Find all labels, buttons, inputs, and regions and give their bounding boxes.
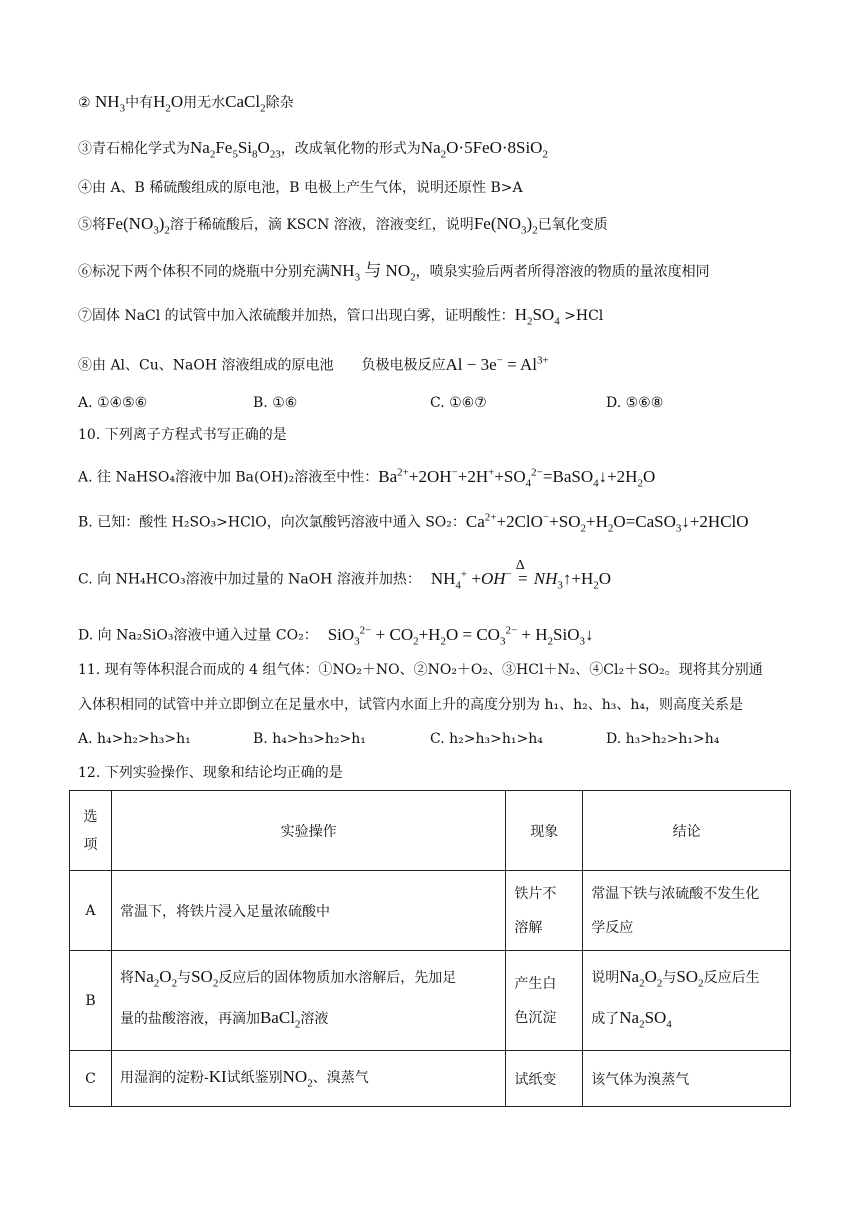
q12-stem: 12. 下列实验操作、现象和结论均正确的是 <box>78 765 343 781</box>
formula-h2so4-hcl: $H_2SO_4$ <box>514 305 560 328</box>
q11-line-1: 11. 现有等体积混合而成的 4 组气体：①NO₂＋NO、②NO₂＋O₂、③HCl＋N₂、④Cl₂＋SO₂。现将其分别通 <box>78 662 763 678</box>
row-conclusion: 说明$Na_2O_2$与$SO_2$反应后生 成了$Na_2SO_4$ <box>583 951 791 1051</box>
formula-feno32: $Fe(NO_3)_2$ <box>106 214 170 237</box>
q10-stem: 10. 下列离子方程式书写正确的是 <box>78 427 287 443</box>
q9-option-b[interactable]: B. ①⑥ <box>253 395 298 411</box>
row-option: B <box>70 951 112 1051</box>
row-option: C <box>70 1051 112 1107</box>
table-header-row <box>70 791 791 871</box>
item-5: ⑤将$Fe(NO_3)_2$溶于稀硫酸后，滴 KSCN 溶液，溶液变红，说明$Fe(NO_3)_2$已氧化变质 <box>78 214 608 237</box>
header-phenomenon: 现象 <box>506 791 583 871</box>
formula-nh3-no2: $NH_3$ 与 $NO_2$ <box>330 261 416 284</box>
formula-so2-2: $SO_2$ <box>676 967 704 990</box>
q11-option-a[interactable]: A. h₄>h₂>h₃>h₁ <box>78 731 191 747</box>
row-operation: 常温下，将铁片浸入足量浓硫酸中 <box>111 871 505 951</box>
q9-option-a[interactable]: A. ①④⑤⑥ <box>78 395 148 411</box>
header-conclusion: 结论 <box>583 791 791 871</box>
equation-a: $Ba^{2+}+2OH^-+2H^++SO_4^{2-}=BaSO_4↓+2H_2O$ <box>378 466 656 490</box>
item-8: ⑧由 Al、Cu、NaOH 溶液组成的原电池 负极电极反应$Al - 3e^- = Al^{3+}$ <box>78 354 549 374</box>
q10-option-c[interactable]: C. 向 NH₄HCO₃溶液中加过量的 NaOH 溶液并加热： $NH_4^+ +OH^-$ Δ = $NH_3↑+H_2O$ <box>78 557 612 592</box>
q10-option-a[interactable]: A. 往 NaHSO₄溶液中加 Ba(OH)₂溶液至中性：$Ba^{2+}+2OH^-+2H^++SO_4^{2-}=BaSO_4↓+2H_2O$ <box>78 466 656 490</box>
formula-asbestos: $Na_2Fe_5Si_8O_{23}$ <box>190 138 281 161</box>
item-2: ② $NH_3$中有$H_2O$用无水CaCl$_2$除杂 <box>78 92 294 115</box>
formula-na2so4: $Na_2SO_4$ <box>619 1007 672 1030</box>
equation-c: $NH_4^+ +OH^-$ Δ = $NH_3↑+H_2O$ <box>430 557 612 592</box>
formula-na2o2-2: $Na_2O_2$ <box>619 967 663 990</box>
formula-cacl2: CaCl$_2$ <box>225 92 266 115</box>
row-phenomenon: 产生白 色沉淀 <box>506 951 583 1051</box>
item-6: ⑥标况下两个体积不同的烧瓶中分别充满$NH_3$ 与 $NO_2$，喷泉实验后两者所得溶液的物质的量浓度相同 <box>78 261 710 284</box>
q11-option-b[interactable]: B. h₄>h₃>h₂>h₁ <box>253 731 366 747</box>
formula-oxide-form: $Na_2O\cdot 5FeO\cdot 8SiO_2$ <box>420 138 548 161</box>
item-4: ④由 A、B 稀硫酸组成的原电池，B 电极上产生气体，说明还原性 B>A <box>78 180 523 196</box>
formula-na2o2: $Na_2O_2$ <box>133 967 178 990</box>
row-phenomenon: 试纸变 <box>506 1051 583 1107</box>
formula-h2o: $H_2O$ <box>153 92 184 115</box>
q9-option-c[interactable]: C. ①⑥⑦ <box>430 395 487 411</box>
row-operation: 用湿润的淀粉-KI试纸鉴别$NO_2$、溴蒸气 <box>111 1051 505 1107</box>
q10-option-d[interactable]: D. 向 Na₂SiO₃溶液中通入过量 CO₂： $SiO_3^{2-} + CO_2+H_2O = CO_3^{2-}$ + $H_2SiO_3↓$ <box>78 624 594 648</box>
header-operation: 实验操作 <box>111 791 505 871</box>
formula-al-anode: $Al - 3e^- = Al^{3+}$ <box>445 354 549 374</box>
table-row <box>70 871 791 951</box>
table-row <box>70 1051 791 1107</box>
row-phenomenon: 铁片不 溶解 <box>506 871 583 951</box>
formula-bacl2: BaCl$_2$ <box>259 1007 301 1030</box>
heat-delta-symbol: Δ <box>515 557 525 573</box>
row-conclusion: 该气体为溴蒸气 <box>583 1051 791 1107</box>
q10-option-b[interactable]: B. 已知：酸性 H₂SO₃>HClO，向次氯酸钙溶液中通入 SO₂：$Ca^{2+}+2ClO^-+SO_2+H_2O=CaSO_3↓+2HClO$ <box>78 511 749 535</box>
q9-option-d[interactable]: D. ⑤⑥⑧ <box>606 395 664 411</box>
row-operation: 将$Na_2O_2$与$SO_2$反应后的固体物质加水溶解后，先加足 量的盐酸溶液，再滴加BaCl$_2$溶液 <box>111 951 505 1051</box>
q11-option-d[interactable]: D. h₃>h₂>h₁>h₄ <box>606 731 720 747</box>
row-option: A <box>70 871 112 951</box>
table-row <box>70 951 791 1051</box>
formula-nh3: $NH_3$ <box>95 92 126 115</box>
header-option: 选 项 <box>70 791 112 871</box>
q11-option-c[interactable]: C. h₂>h₃>h₁>h₄ <box>430 731 543 747</box>
formula-so2: $SO_2$ <box>191 967 219 990</box>
equation-b: $Ca^{2+}+2ClO^-+SO_2+H_2O=CaSO_3↓+2HClO$ <box>465 511 749 535</box>
formula-no2: $NO_2$ <box>282 1067 313 1090</box>
formula-feno32-2: $Fe(NO_3)_2$ <box>473 214 538 237</box>
row-conclusion: 常温下铁与浓硫酸不发生化 学反应 <box>583 871 791 951</box>
equation-d: $SiO_3^{2-} + CO_2+H_2O = CO_3^{2-}$ + $H_2SiO_3↓$ <box>327 624 594 648</box>
item-7: ⑦固体 NaCl 的试管中加入浓硫酸并加热，管口出现白雾，证明酸性：$H_2SO_4 >HCl$ <box>78 305 604 328</box>
q11-line-2: 入体积相同的试管中并立即倒立在足量水中，试管内水面上升的高度分别为 h₁、h₂、h₃、h₄，则高度关系是 <box>78 697 743 713</box>
experiment-table <box>69 790 791 1107</box>
item-3: ③青石棉化学式为$Na_2Fe_5Si_8O_{23}$，改成氧化物的形式为$Na_2O\cdot 5FeO\cdot 8SiO_2$ <box>78 138 548 161</box>
